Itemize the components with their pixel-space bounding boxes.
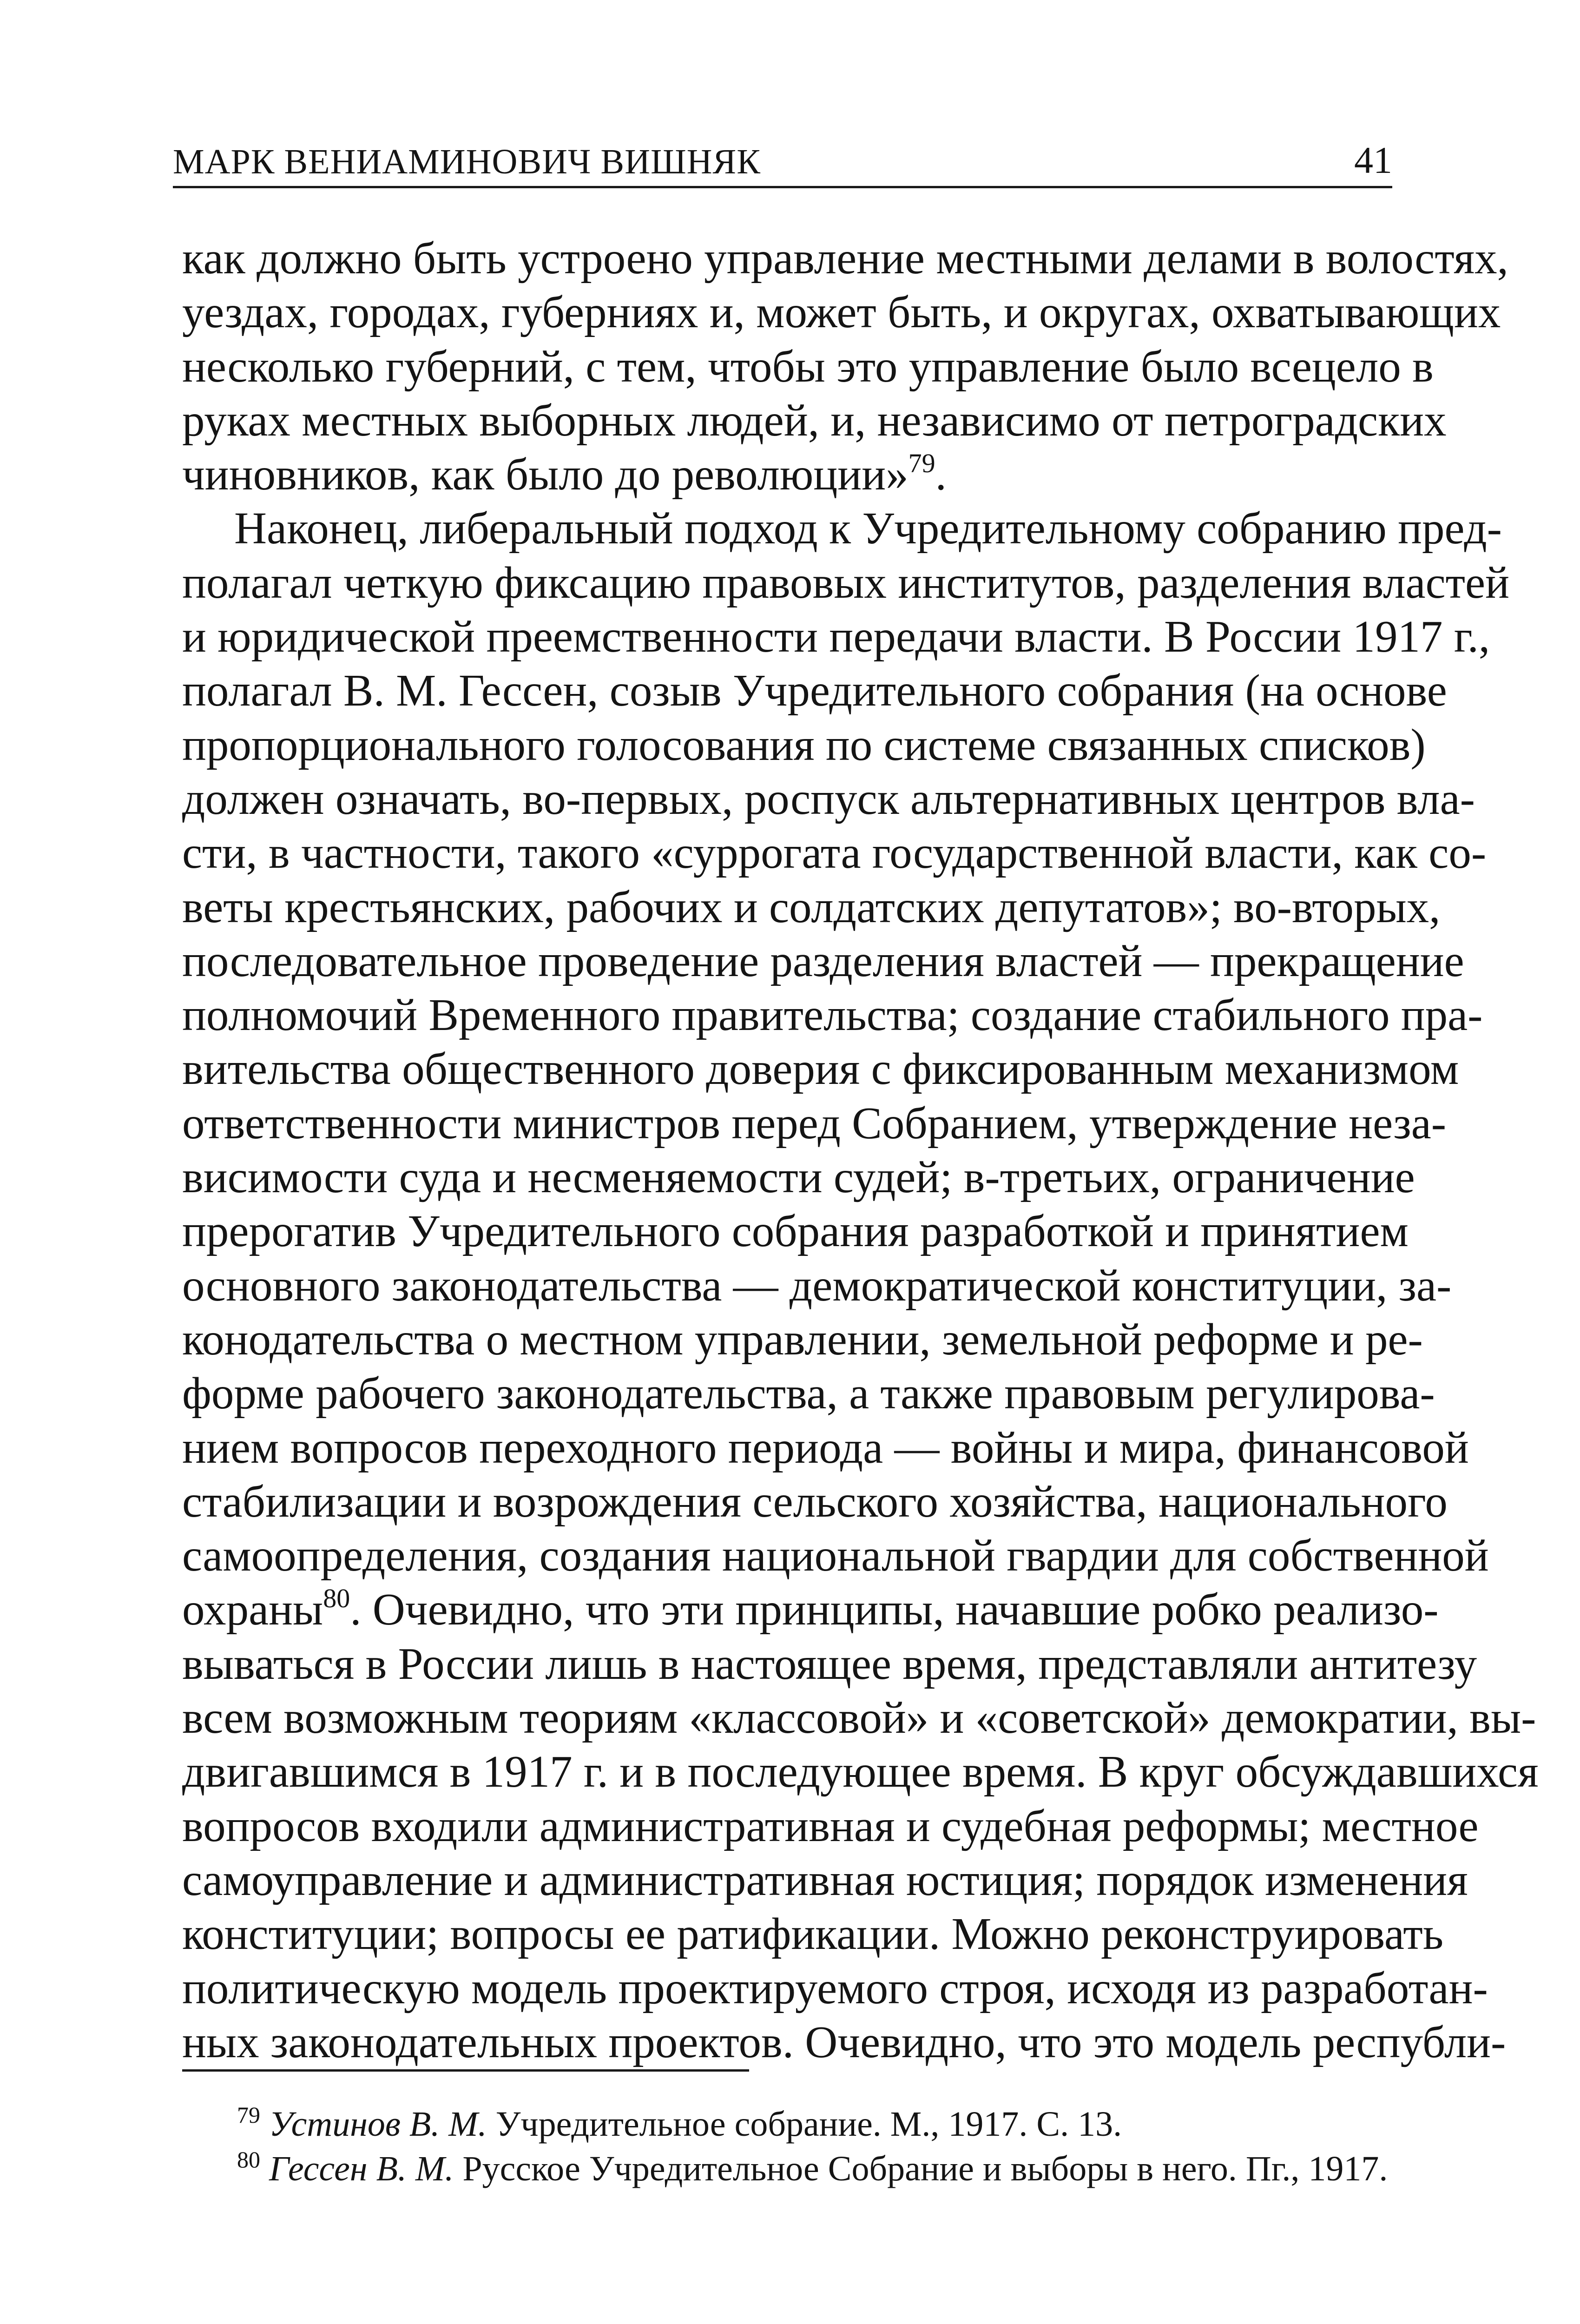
text-line: должен означать, во-первых, роспуск альтернативных центров вла- [182, 773, 1475, 824]
footnote-author: Гессен В. М. [269, 2149, 454, 2188]
text-line: вываться в России лишь в настоящее время, представляли антитезу [182, 1638, 1477, 1689]
text-line [182, 448, 1392, 502]
text-line: руках местных выборных людей, и, независимо от петроградских [182, 395, 1447, 445]
footnote-ref-80[interactable]: 80 [323, 1583, 350, 1614]
text-line: всем возможным теориям «классовой» и «советской» демократии, вы- [182, 1693, 1536, 1743]
text-fragment: . [935, 449, 947, 500]
text-line: самоопределения, создания национальной гвардии для собственной [182, 1531, 1489, 1581]
text-line: двигавшимся в 1917 г. и в последующее время. В круг обсуждавшихся [182, 1747, 1539, 1797]
text-line: полагал четкую фиксацию правовых институтов, разделения властей [182, 557, 1510, 607]
footnotes [237, 2102, 1389, 2191]
text-line: прерогатив Учредительного собрания разработкой и принятием [182, 1206, 1409, 1256]
text-line: сти, в частности, такого «суррогата государственной власти, как со- [182, 828, 1487, 878]
footnote-text: Русское Учредительное Собрание и выборы в него. Пг., 1917. [454, 2149, 1388, 2188]
text-line: самоуправление и административная юстиция; порядок изменения [182, 1855, 1468, 1905]
text-line: политическую модель проектируемого строя, исходя из разработан- [182, 1963, 1488, 2013]
text-line: полагал В. М. Гессен, созыв Учредительного собрания (на основе [182, 666, 1447, 716]
text-line: конституции; вопросы ее ратификации. Можно реконструировать [182, 1909, 1444, 1959]
text-line: Наконец, либеральный подход к Учредительному собранию пред- [234, 503, 1502, 554]
text-line: стабилизации и возрождения сельского хозяйства, национального [182, 1476, 1448, 1526]
text-line: ответственности министров перед Собранием, утверждение неза- [182, 1098, 1447, 1148]
text-fragment: . Очевидно, что эти принципы, начавшие робко реализо- [350, 1585, 1439, 1635]
footnote-ref-79[interactable]: 79 [908, 448, 935, 478]
text-line: несколько губерний, с тем, чтобы это управление было всецело в [182, 341, 1434, 391]
footnote-80 [237, 2146, 1389, 2191]
footnote-79 [237, 2102, 1389, 2146]
footnote-text: Учредительное собрание. М., 1917. С. 13. [487, 2105, 1122, 2144]
text-line: последовательное проведение разделения властей — прекращение [182, 936, 1464, 986]
text-line: ных законодательных проектов. Очевидно, что это модель республи- [182, 2017, 1506, 2067]
text-line: конодательства о местном управлении, земельной реформе и ре- [182, 1314, 1423, 1364]
text-line: полномочий Временного правительства; создание стабильного пра- [182, 990, 1483, 1040]
footnote-separator [182, 2069, 749, 2072]
page-number: 41 [1354, 139, 1392, 181]
text-line: нием вопросов переходного периода — войны и мира, финансовой [182, 1422, 1469, 1472]
text-line: веты крестьянских, рабочих и солдатских депутатов»; во-вторых, [182, 882, 1441, 932]
text-line: висимости суда и несменяемости судей; в-третьих, ограничение [182, 1152, 1415, 1202]
footnote-number: 79 [237, 2101, 260, 2128]
text-line: пропорционального голосования по системе связанных списков) [182, 720, 1426, 770]
running-header [173, 135, 1392, 188]
text-line: основного законодательства — демократической конституции, за- [182, 1260, 1452, 1310]
text-line: вопросов входили административная и судебная реформы; местное [182, 1801, 1479, 1851]
text-line: вительства общественного доверия с фиксированным механизмом [182, 1044, 1459, 1094]
text-line: и юридической преемственности передачи власти. В России 1917 г., [182, 612, 1490, 662]
main-text [182, 231, 1539, 2069]
text-line: как должно быть устроено управление местными делами в волостях, [182, 233, 1508, 283]
text-line: форме рабочего законодательства, а также правовым регулирова- [182, 1368, 1435, 1419]
footnote-author: Устинов В. М. [269, 2105, 487, 2144]
text-fragment: чиновников, как было до революции» [182, 449, 908, 500]
footnote-number: 80 [237, 2146, 260, 2172]
text-fragment: охраны [182, 1585, 323, 1635]
running-title: МАРК ВЕНИАМИНОВИЧ ВИШНЯК [173, 142, 761, 181]
text-line: уездах, городах, губерниях и, может быть, и округах, охватывающих [182, 287, 1501, 337]
text-line [182, 1583, 1439, 1637]
